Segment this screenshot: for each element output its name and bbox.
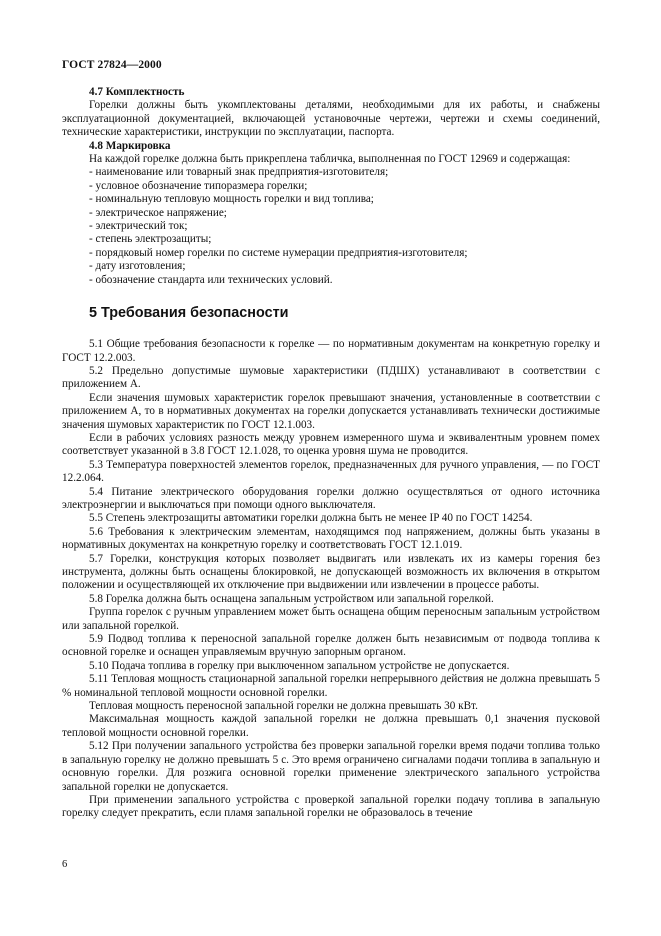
paragraph: 5.2 Предельно допустимые шумовые характеристики (ПДШХ) устанавливают в соответствии с приложением А. (62, 364, 600, 391)
section-4-7-heading: 4.7 Комплектность (89, 86, 185, 98)
list-item: - обозначение стандарта или технических условий. (89, 273, 333, 286)
section-5-title: 5 Требования безопасности (89, 305, 289, 322)
document-body (62, 86, 600, 821)
paragraph: 5.5 Степень электрозащиты автоматики горелки должна быть не менее IP 40 по ГОСТ 14254. (89, 512, 533, 525)
list-item: - электрический ток; (89, 220, 188, 233)
paragraph: 5.10 Подача топлива в горелку при выключенном запальном устройстве не допускается. (89, 659, 510, 672)
list-item: - номинальную тепловую мощность горелки и вид топлива; (89, 193, 374, 206)
paragraph: 5.7 Горелки, конструкция которых позволяет выдвигать или извлекать их из камеры горения без инструмента, должны быть оснащены блокировкой, не допускающей возможность их включения в открытом положении и осуществляющей их отключение при выдвижении или извлечении в процессе работы. (62, 552, 600, 592)
paragraph: Максимальная мощность каждой запальной горелки не должна превышать 0,1 значения пусковой тепловой мощности основной горелки. (62, 713, 600, 739)
paragraph: 5.11 Тепловая мощность стационарной запальной горелки непрерывного действия не должна превышать 5 % номинальной тепловой мощности основной горелки. (62, 673, 600, 699)
paragraph: 5.1 Общие требования безопасности к горелке — по нормативным документам на конкретную горелку и ГОСТ 12.2.003. (62, 338, 600, 364)
paragraph: При применении запального устройства с проверкой запальной горелки подачу топлива в запальную горелку следует прекратить, если пламя запальной горелки не образовалось в течение (62, 793, 600, 820)
paragraph: Если значения шумовых характеристик горелок превышают значения, установленные в соответствии с приложением А, то в нормативных документах на горелки допускается устанавливать технически достижимые значения шумовых характеристик по ГОСТ 12.1.003. (62, 391, 600, 431)
paragraph: 5.8 Горелка должна быть оснащена запальным устройством или запальной горелкой. (89, 592, 494, 605)
marking-list (62, 166, 600, 287)
standard-header: ГОСТ 27824—2000 (62, 59, 162, 71)
paragraph: 5.3 Температура поверхностей элементов горелок, предназначенных для ручного управления, — по ГОСТ 12.2.064. (62, 458, 600, 485)
paragraph: 5.4 Питание электрического оборудования горелки должно осуществляться от одного источника электроэнергии и выключаться при помощи одного выключателя. (62, 485, 600, 511)
list-item: - наименование или товарный знак предприятия-изготовителя; (89, 166, 389, 179)
paragraph: Группа горелок с ручным управлением может быть оснащена общим переносным запальным устройством или запальной горелкой. (62, 606, 600, 632)
paragraph: 5.9 Подвод топлива к переносной запальной горелке должен быть независимым от подвода топлива к основной горелке и оснащен управляемым вручную запорным органом. (62, 633, 600, 659)
list-item: - электрическое напряжение; (89, 206, 227, 219)
list-item: - дату изготовления; (89, 260, 186, 273)
paragraph: Тепловая мощность переносной запальной горелки не должна превышать 30 кВт. (89, 700, 478, 713)
paragraph: 5.12 При получении запального устройства без проверки запальной горелки время подачи топлива только в запальную горелку не должно превышать 5 с. Это время ограничено сигналами подачи топлива в запальную и основную горелки. Для розжига основной горелки применение электрического запального устройства запальной горелки не допускается. (62, 740, 600, 793)
paragraph: Если в рабочих условиях разность между уровнем измеренного шума и эквивалентным уровнем помех соответствует указанной в 3.8 ГОСТ 12.1.028, то оценка уровня шума не проводится. (62, 431, 600, 458)
paragraph: 5.6 Требования к электрическим элементам, находящимся под напряжением, должны быть указаны в нормативных документах на конкретную горелку и соответствовать ГОСТ 12.1.019. (62, 525, 600, 552)
page-number: 6 (62, 859, 68, 870)
list-item: - условное обозначение типоразмера горелки; (89, 179, 308, 192)
section-4-8-intro: На каждой горелке должна быть прикреплена табличка, выполненная по ГОСТ 12969 и содержащая: (89, 153, 571, 166)
list-item: - порядковый номер горелки по системе нумерации предприятия-изготовителя; (89, 246, 468, 259)
section-4-8-heading: 4.8 Маркировка (89, 139, 171, 152)
list-item: - степень электрозащиты; (89, 233, 212, 246)
section-4-7-text: Горелки должны быть укомплектованы деталями, необходимыми для их работы, и снабжены эксплуатационной документацией, включающей установочные чертежи, чертежи и схемы соединений, технические характеристики, инструкции по эксплуатации, паспорта. (62, 99, 600, 139)
